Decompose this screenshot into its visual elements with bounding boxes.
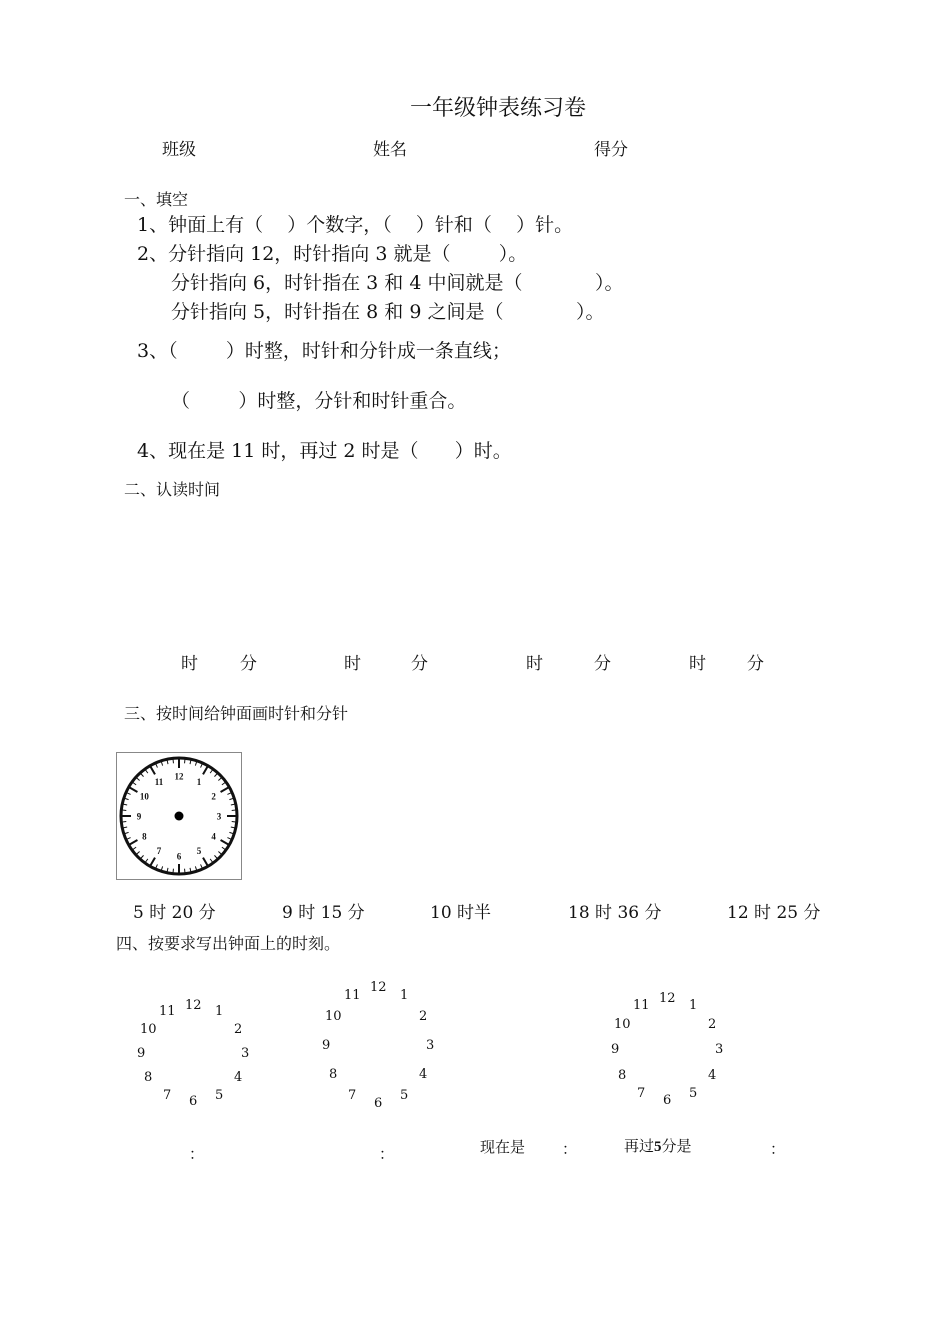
score-label: 得分 [594,140,628,160]
clock2-number-9: 9 [322,1038,331,1053]
clock3-number-9: 9 [611,1042,620,1057]
clock1-number-5: 5 [215,1087,224,1103]
clock2-number-6: 6 [374,1096,383,1111]
clock2-number-5: 5 [400,1088,409,1104]
clock-face-image [116,752,242,880]
clock-number-9: 9 [136,811,142,822]
question-2c: 分针指向 5，时针指在 8 和 9 之间是（ ）。 [171,301,605,323]
clock-number-12: 12 [174,771,184,782]
clock-number-7: 7 [156,846,162,857]
clock3-number-12: 12 [659,991,676,1006]
draw-time-3: 10 时半 [430,903,492,923]
section2-heading: 二、认读时间 [124,480,221,499]
later-label [624,1139,692,1155]
clock1-number-1: 1 [215,1004,224,1020]
clock-number-1: 1 [196,776,202,787]
question-3b: （ ）时整，分针和时针重合。 [171,390,467,412]
clock-number-4: 4 [211,831,216,842]
answer-hour-4: 时 [689,654,706,674]
answer-hour-2: 时 [344,654,361,674]
clock-number-5: 5 [196,846,202,857]
later-number: 5 [654,1139,662,1155]
clock1-number-7: 7 [163,1087,172,1103]
clock-number-6: 6 [176,851,182,862]
answer-minute-3: 分 [594,654,611,674]
clock2-number-3: 3 [426,1038,435,1053]
answer-hour-3: 时 [526,654,543,674]
answer-colon-1: ： [189,1145,205,1163]
clock3-number-11: 11 [633,997,650,1013]
clock3-number-10: 10 [613,1016,631,1032]
draw-time-1: 5 时 20 分 [133,903,216,923]
clock1-number-4: 4 [234,1070,243,1085]
clock-center-dot [175,812,184,821]
clock-number-3: 3 [216,811,222,822]
clock2-number-8: 8 [328,1067,338,1082]
question-2b: 分针指向 6，时针指在 3 和 4 中间就是（ ）。 [171,272,624,294]
clock-number-10: 10 [139,791,149,802]
clock1-number-11: 11 [159,1004,176,1020]
clock3-number-8: 8 [617,1067,627,1083]
clock2-number-7: 7 [348,1088,357,1104]
clock-face [117,753,241,879]
clock3-number-5: 5 [689,1086,698,1102]
clock2-number-12: 12 [370,980,387,995]
clock2-number-1: 1 [400,987,409,1003]
clock1-number-9: 9 [137,1046,146,1061]
clock3-number-3: 3 [715,1042,724,1057]
later-prefix: 再过 [624,1137,655,1155]
clock2-number-11: 11 [344,987,361,1003]
clock2-number-10: 10 [324,1009,342,1024]
answer-colon-3: ： [562,1140,578,1158]
answer-minute-2: 分 [411,654,428,674]
answer-minute-1: 分 [240,654,257,674]
section4-heading: 四、按要求写出钟面上的时刻。 [116,934,341,953]
clock3-number-1: 1 [689,997,698,1013]
draw-time-2: 9 时 15 分 [282,903,365,923]
clock3-number-2: 2 [708,1016,717,1032]
clock1-number-10: 10 [139,1022,157,1037]
clock2-number-2: 2 [419,1009,428,1024]
class-label: 班级 [162,140,196,160]
draw-time-5: 12 时 25 分 [727,903,821,923]
clock1-number-12: 12 [185,998,202,1013]
now-label: 现在是 [480,1138,526,1156]
question-2a: 2、分针指向 12，时针指向 3 就是（ ）。 [137,243,528,265]
clock3-number-4: 4 [708,1067,717,1083]
clock-number-11: 11 [154,776,164,787]
later-suffix: 分是 [661,1137,692,1155]
clock2-number-4: 4 [419,1067,428,1082]
answer-hour-1: 时 [181,654,198,674]
clock-number-2: 2 [211,791,216,802]
answer-colon-2: ： [379,1145,395,1163]
clock3-number-6: 6 [663,1093,672,1108]
question-4: 4、现在是 11 时，再过 2 时是（ ）时。 [137,440,512,462]
name-label: 姓名 [373,140,407,160]
section1-heading: 一、填空 [124,190,189,209]
draw-time-4: 18 时 36 分 [568,903,662,923]
answer-colon-4: ： [770,1140,786,1158]
question-3a: 3、（ ）时整，时针和分针成一条直线； [137,340,511,362]
page-title: 一年级钟表练习卷 [410,96,587,121]
clock1-number-2: 2 [234,1022,243,1037]
clock1-number-3: 3 [241,1046,250,1061]
clock1-number-8: 8 [143,1070,153,1085]
clock-number-8: 8 [142,831,147,842]
section3-heading: 三、按时间给钟面画时针和分针 [124,704,349,723]
clock3-number-7: 7 [637,1086,646,1102]
answer-minute-4: 分 [747,654,764,674]
question-1: 1、钟面上有（ ）个数字，（ ）针和（ ）针。 [137,214,574,236]
clock1-number-6: 6 [189,1094,198,1109]
